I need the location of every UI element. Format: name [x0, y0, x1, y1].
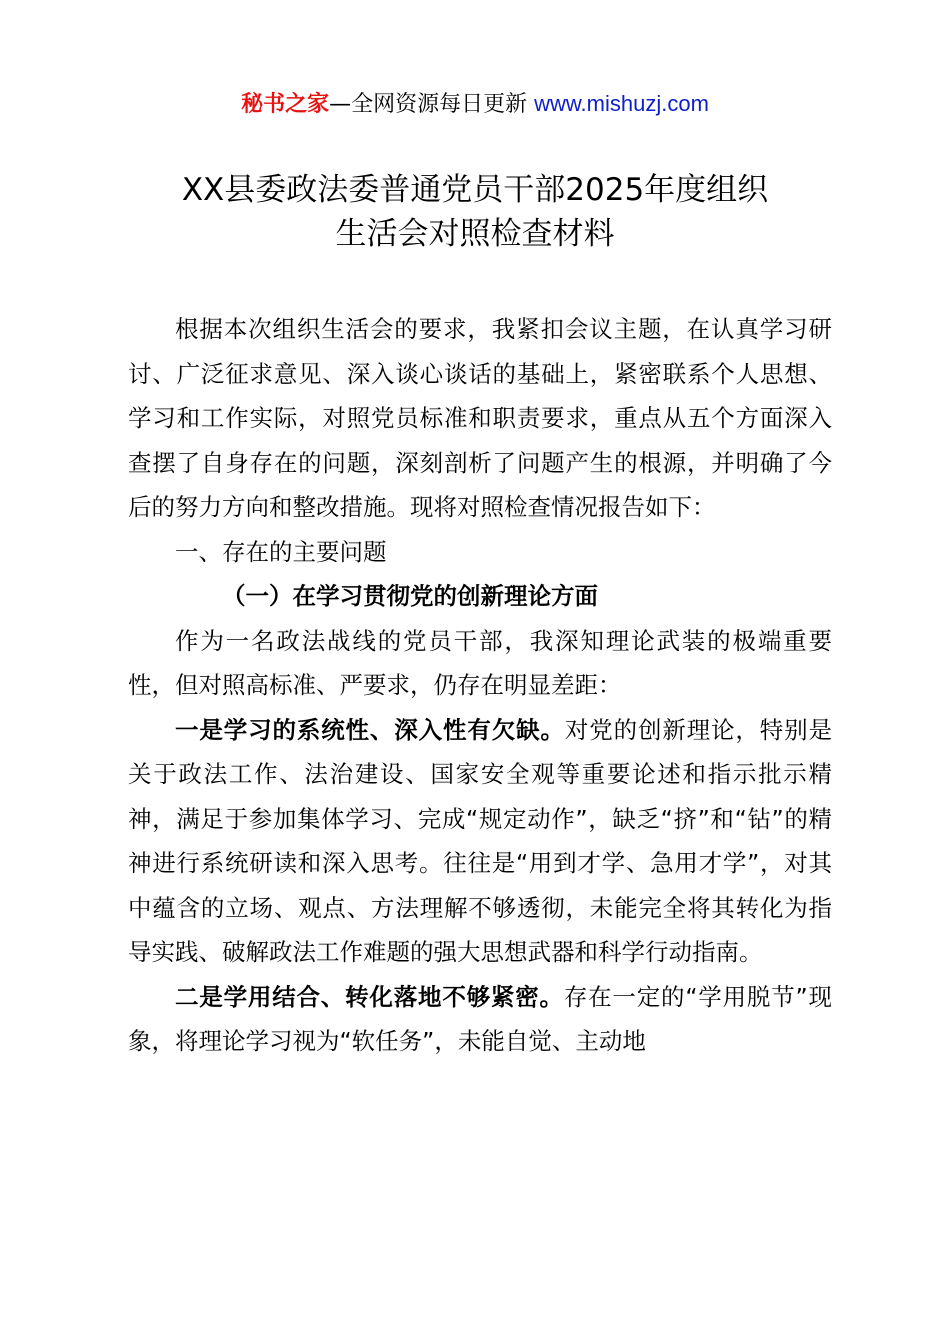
- subsection-heading: （一）在学习贯彻党的创新理论方面: [222, 582, 598, 610]
- title-line-1: XX县委政法委普通党员干部2025年度组织: [181, 172, 769, 208]
- banner-slogan: —全网资源每日更新: [329, 92, 535, 117]
- banner-site-link[interactable]: www.mishuzj.com: [534, 91, 709, 116]
- title-line-2: 生活会对照检查材料: [335, 216, 615, 252]
- document-title: [110, 168, 840, 256]
- subsection-paragraph: 作为一名政法战线的党员干部，我深知理论武装的极端重要性，但对照高标准、严要求，仍存在明显差距：: [128, 626, 832, 699]
- point-1-paragraph: [128, 708, 832, 975]
- document-body: [128, 307, 832, 1064]
- intro-paragraph: 根据本次组织生活会的要求，我紧扣会议主题，在认真学习研讨、广泛征求意见、深入谈心谈话的基础上，紧密联系个人思想、学习和工作实际，对照党员标准和职责要求，重点从五个方面深入查摆了自身存在的问题，深刻剖析了问题产生的根源，并明确了今后的努力方向和整改措施。现将对照检查情况报告如下：: [128, 315, 832, 521]
- point-1-text: 对党的创新理论，特别是关于政法工作、法治建设、国家安全观等重要论述和指示批示精神，满足于参加集体学习、完成“规定动作”，缺乏“挤”和“钻”的精神进行系统研读和深入思考。往往是“用到才学、急用才学”，对其中蕴含的立场、观点、方法理解不够透彻，未能完全将其转化为指导实践、破解政法工作难题的强大思想武器和科学行动指南。: [128, 715, 833, 966]
- point-2-lead: 二是学用结合、转化落地不够紧密。: [175, 982, 564, 1011]
- point-1-lead: 一是学习的系统性、深入性有欠缺。: [175, 715, 565, 744]
- banner-brand: 秘书之家: [241, 92, 330, 117]
- point-2-paragraph: [128, 975, 832, 1064]
- section-heading: 一、存在的主要问题: [175, 537, 387, 566]
- site-banner: [0, 88, 950, 121]
- point-2-text: 存在一定的“学用脱节”现象，将理论学习视为“软任务”，未能自觉、主动地: [128, 982, 832, 1055]
